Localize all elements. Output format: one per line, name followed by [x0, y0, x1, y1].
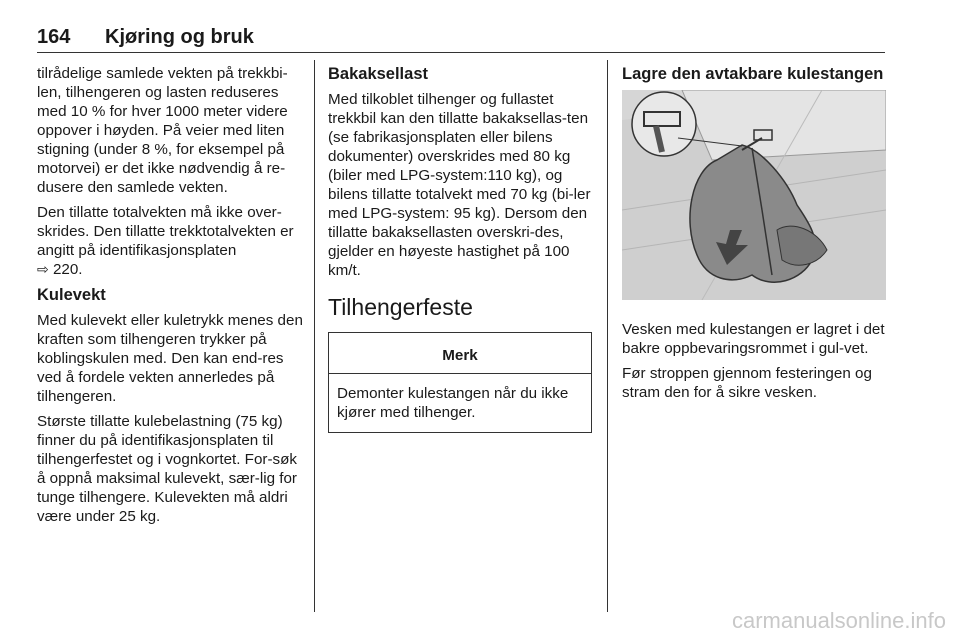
- column-1: [37, 64, 305, 532]
- page-number: 164: [37, 26, 71, 48]
- note-box: [328, 332, 592, 433]
- page-header: [37, 22, 885, 52]
- paragraph-kulevekt-max: Største tillatte kulebelastning (75 kg) finner du på identifikasjonsplaten til tilhengerfestet og i vognkortet. For-søk å oppnå maksimal kulevekt, sær-lig for tunge tilhengere. Kulevekten må aldri være under 25 kg.: [37, 413, 297, 525]
- figure-tow-bar-bag: [622, 90, 886, 300]
- note-body: Demonter kulestangen når du ikke kjører med tilhenger.: [337, 385, 569, 421]
- column-divider-2: [607, 60, 608, 612]
- page-ref-arrow-icon: ⇨: [37, 261, 49, 277]
- header-rule: [37, 52, 885, 53]
- page-ref-link[interactable]: 220.: [52, 261, 83, 278]
- tow-bar-bag-illustration: [622, 90, 886, 300]
- column-divider-1: [314, 60, 315, 612]
- paragraph-kulevekt-definition: Med kulevekt eller kuletrykk menes den kraften som tilhengeren trykker på koblingskulen med. Den kan end-res ved å fordele vekten annerledes på tilhengeren.: [37, 312, 303, 405]
- paragraph-bakaksellast: Med tilkoblet tilhenger og fullastet trekkbil kan den tillatte bakaksellas-ten (se fabrikasjonsplaten eller bilens dokumenter) overskrides med 80 kg (biler med LPG-system:110 kg), og bilens tillatte totalvekt med 70 kg (bi-ler med LPG-system: 95 kg). Dersom den tillatte bakaksellasten overskri-des, gjelder en høyeste hastighet på 100 km/t.: [328, 91, 591, 279]
- heading-bakaksellast: Bakaksellast: [328, 65, 428, 83]
- heading-tilhengerfeste: Tilhengerfeste: [328, 294, 473, 320]
- watermark: carmanualsonline.info: [731, 608, 946, 633]
- paragraph-bag-storage: Vesken med kulestangen er lagret i det bakre oppbevaringsrommet i gul-vet.: [622, 321, 885, 357]
- column-2: [328, 64, 596, 433]
- note-title: Merk: [329, 333, 591, 374]
- chapter-title: Kjøring og bruk: [105, 26, 254, 48]
- heading-lagre-kulestangen: Lagre den avtakbare kulestangen: [622, 65, 884, 83]
- column-3: [622, 64, 888, 408]
- total-weight-text: Den tillatte totalvekten må ikke over-skrides. Den tillatte trekktotalvekten er angitt på identifikasjonsplaten: [37, 204, 294, 259]
- paragraph-weight-altitude: tilrådelige samlede vekten på trekkbi-len, tilhengeren og lasten reduseres med 10 % for hver 1000 meter videre oppover i høyden. På veier med liten stigning (under 8 %, for eksempel på motorvei) er det ikke nødvendig å re-dusere den samlede vekten.: [37, 65, 288, 196]
- paragraph-total-weight: [37, 203, 305, 279]
- heading-kulevekt: Kulevekt: [37, 286, 106, 304]
- paragraph-bag-strap: Før stroppen gjennom festeringen og stram den for å sikre vesken.: [622, 365, 872, 401]
